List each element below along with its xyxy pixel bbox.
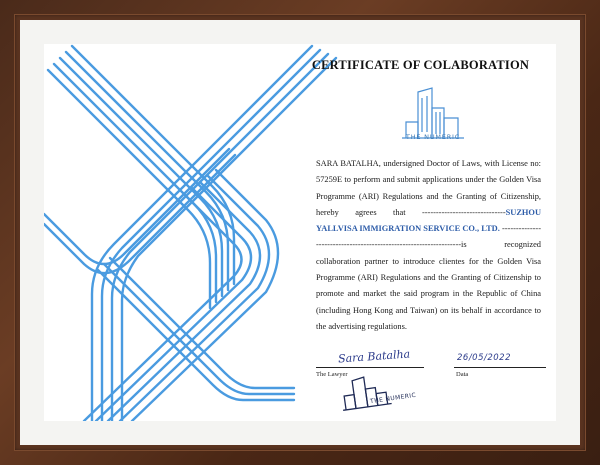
- body-dashes: ------------------------------------------------------------------: [316, 224, 541, 250]
- lawyer-signature: Sara Batalha: [337, 347, 411, 366]
- company-name: SUZHOU YALLVISA IMMIGRATION SERVICE CO., LTD.: [316, 207, 541, 234]
- lawyer-label: The Lawyer: [316, 371, 348, 378]
- date-line: [454, 367, 546, 368]
- logo-text: THE NUMERIC: [405, 133, 461, 141]
- body-rest: is recognized collaboration partner to introduce clientes for the Golden Visa Programme (ARI) Regulations and the Granting of Citizenship to promote and market the said program in the Republic of China (including Hong Kong and Taiwan) on its behalf in accordance to the advertising regulations.: [316, 240, 541, 331]
- certificate-title: CERTIFICATE OF COLABORATION: [311, 58, 530, 72]
- lawyer-signature-line: [316, 367, 424, 368]
- certificate-body: [316, 156, 541, 335]
- stamp-text: THE NUMERIC: [369, 391, 417, 406]
- date-value: 26/05/2022: [457, 353, 511, 363]
- body-intro: SARA BATALHA, undersigned Doctor of Laws, with License no: 57259E to perform and submit applications under the Golden Visa Programme (ARI) Regulations and the Granting of Citizenship, hereby agrees that ------------------------------: [316, 159, 541, 217]
- date-label: Data: [456, 371, 469, 378]
